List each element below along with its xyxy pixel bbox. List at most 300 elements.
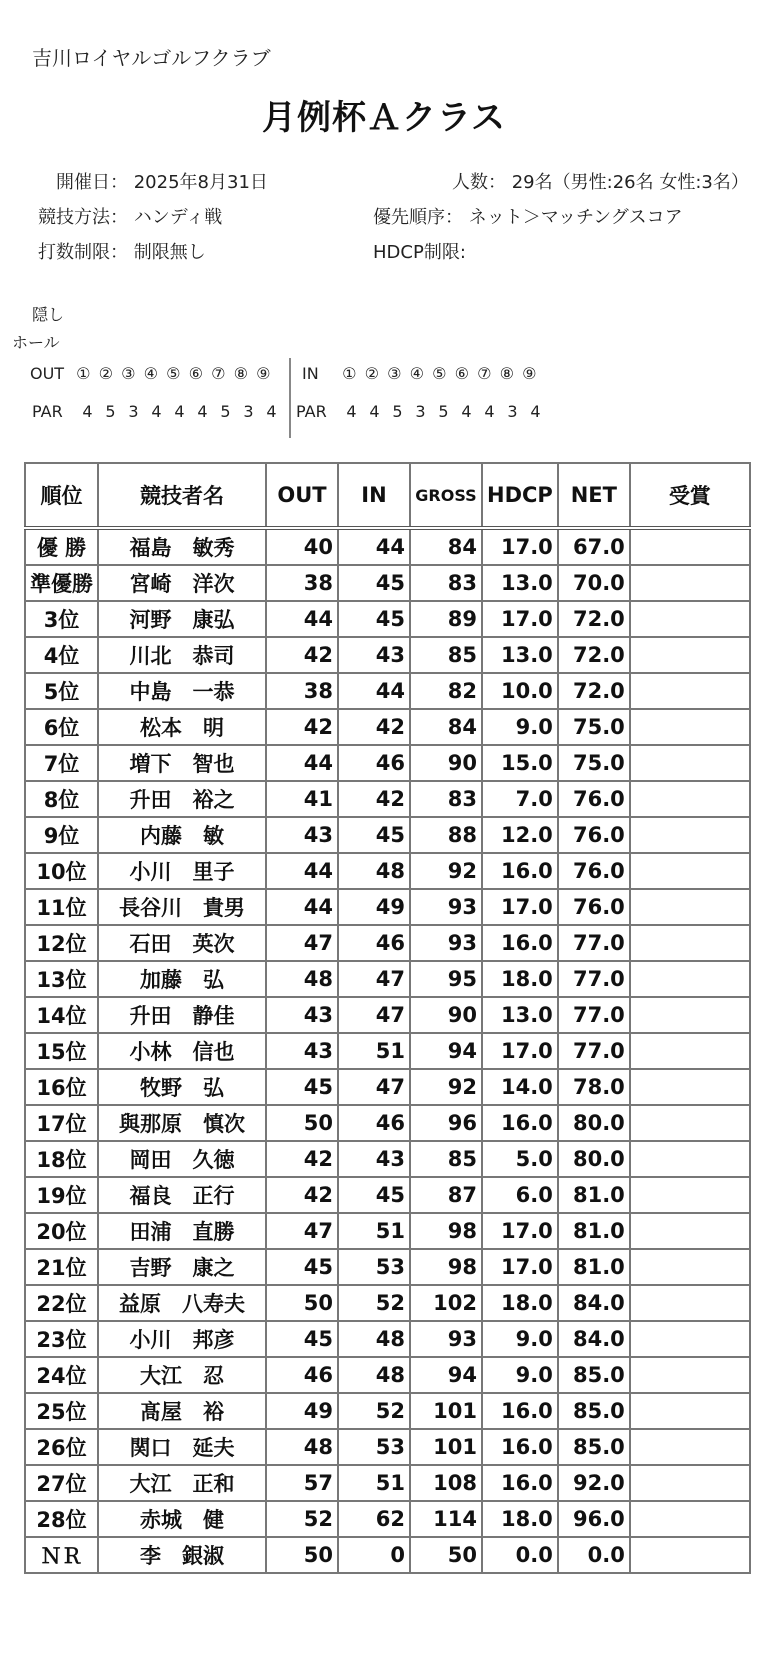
net-score-cell: 70.0 [558,565,630,601]
in-score-cell: 53 [338,1429,410,1465]
hole-par: 4 [530,402,541,421]
in-score-cell: 46 [338,745,410,781]
priority-label: 優先順序： [373,207,463,228]
gross-score-cell: 83 [410,565,482,601]
hdcp-cell: 18.0 [482,961,558,997]
rank-cell: 準優勝 [25,565,98,601]
net-score-cell: 85.0 [558,1357,630,1393]
hdcp-cell: 9.0 [482,709,558,745]
priority-value: ネット＞マッチングスコア [468,207,683,228]
rank-cell: 17位 [25,1105,98,1141]
hdcp-cell: 0.0 [482,1537,558,1573]
hole-number: ⑤ [166,364,181,383]
gross-score-cell: 90 [410,997,482,1033]
table-row [25,1537,750,1573]
net-score-cell: 76.0 [558,853,630,889]
player-name-cell: 長谷川 貴男 [98,889,266,925]
hole-number: ⑥ [188,364,203,383]
net-score-cell: 80.0 [558,1105,630,1141]
hole-par: 5 [438,402,449,421]
table-row [25,925,750,961]
table-row [25,997,750,1033]
hole-par: 4 [266,402,277,421]
player-name-cell: 松本 明 [98,709,266,745]
header-hdcp: HDCP [482,463,558,528]
net-score-cell: 85.0 [558,1429,630,1465]
in-score-cell: 62 [338,1501,410,1537]
header-award: 受賞 [630,463,750,528]
net-score-cell: 75.0 [558,745,630,781]
out-score-cell: 48 [266,1429,338,1465]
hdcp-cell: 16.0 [482,925,558,961]
rank-cell: 23位 [25,1321,98,1357]
in-score-cell: 46 [338,925,410,961]
method-label: 競技方法： [38,207,128,228]
rank-cell: 5位 [25,673,98,709]
table-row [25,1285,750,1321]
hole-par: 4 [346,402,357,421]
player-name-cell: 田浦 直勝 [98,1213,266,1249]
out-hole-numbers [72,364,275,383]
hdcp-cell: 16.0 [482,1465,558,1501]
player-name-cell: 内藤 敏 [98,817,266,853]
hdcp-cell: 13.0 [482,565,558,601]
net-score-cell: 81.0 [558,1249,630,1285]
gross-score-cell: 93 [410,925,482,961]
player-name-cell: 増下 智也 [98,745,266,781]
in-label: IN [302,364,319,383]
in-score-cell: 47 [338,961,410,997]
gross-score-cell: 114 [410,1501,482,1537]
table-row [25,528,750,565]
table-body [25,528,750,1573]
net-score-cell: 75.0 [558,709,630,745]
award-cell [630,925,750,961]
hdcp-limit-label: HDCP制限: [373,242,466,263]
table-row [25,1141,750,1177]
hdcp-cell: 17.0 [482,1033,558,1069]
gross-score-cell: 98 [410,1249,482,1285]
hole-number: ② [364,364,379,383]
header-gross: GROSS [410,463,482,528]
in-score-cell: 42 [338,709,410,745]
award-cell [630,1249,750,1285]
out-score-cell: 38 [266,673,338,709]
player-name-cell: 小川 里子 [98,853,266,889]
gross-score-cell: 101 [410,1429,482,1465]
in-score-cell: 44 [338,528,410,565]
method-value: ハンディ戦 [133,207,223,228]
hdcp-cell: 16.0 [482,1393,558,1429]
gross-score-cell: 90 [410,745,482,781]
count-label: 人数： [452,172,506,193]
table-row [25,817,750,853]
gross-score-cell: 95 [410,961,482,997]
net-score-cell: 78.0 [558,1069,630,1105]
header-rank: 順位 [25,463,98,528]
player-name-cell: 升田 静佳 [98,997,266,1033]
method-row [38,203,222,229]
hole-number: ④ [409,364,424,383]
player-name-cell: 髙屋 裕 [98,1393,266,1429]
in-score-cell: 43 [338,637,410,673]
table-row [25,889,750,925]
out-score-cell: 43 [266,817,338,853]
in-score-cell: 53 [338,1249,410,1285]
date-value: 2025年8月31日 [133,172,268,193]
rank-cell: 26位 [25,1429,98,1465]
rank-cell: 7位 [25,745,98,781]
hole-par: 5 [105,402,116,421]
award-cell [630,781,750,817]
hdcp-cell: 17.0 [482,528,558,565]
award-cell [630,817,750,853]
rank-cell: 優 勝 [25,528,98,565]
hole-number: ⑤ [432,364,447,383]
hole-number: ⑧ [499,364,514,383]
award-cell [630,709,750,745]
in-score-cell: 45 [338,1177,410,1213]
hole-par: 4 [197,402,208,421]
table-row [25,1321,750,1357]
out-score-cell: 50 [266,1285,338,1321]
hole-par: 4 [174,402,185,421]
table-row [25,1429,750,1465]
award-cell [630,1321,750,1357]
award-cell [630,1285,750,1321]
out-score-cell: 52 [266,1501,338,1537]
rank-cell: ＮＲ [25,1537,98,1573]
in-score-cell: 48 [338,853,410,889]
player-name-cell: 小林 信也 [98,1033,266,1069]
award-cell [630,1429,750,1465]
out-score-cell: 42 [266,1141,338,1177]
hdcp-cell: 13.0 [482,997,558,1033]
hdcp-cell: 5.0 [482,1141,558,1177]
hidden-holes-label: 隠し [32,305,65,324]
hdcp-cell: 14.0 [482,1069,558,1105]
award-cell [630,1177,750,1213]
table-row [25,1069,750,1105]
hole-par: 4 [484,402,495,421]
rank-cell: 8位 [25,781,98,817]
net-score-cell: 84.0 [558,1321,630,1357]
header-net: NET [558,463,630,528]
award-cell [630,1213,750,1249]
out-label: OUT [30,364,65,383]
rank-cell: 13位 [25,961,98,997]
table-row [25,1177,750,1213]
hole-par: 3 [243,402,254,421]
in-score-cell: 48 [338,1321,410,1357]
player-name-cell: 中島 一恭 [98,673,266,709]
out-score-cell: 45 [266,1321,338,1357]
hole-par: 4 [151,402,162,421]
table-row [25,1249,750,1285]
out-score-cell: 40 [266,528,338,565]
gross-score-cell: 92 [410,1069,482,1105]
hdcp-cell: 16.0 [482,853,558,889]
rank-cell: 15位 [25,1033,98,1069]
out-score-cell: 46 [266,1357,338,1393]
hdcp-cell: 17.0 [482,1213,558,1249]
rank-cell: 20位 [25,1213,98,1249]
in-score-cell: 0 [338,1537,410,1573]
in-par-values [340,402,547,421]
net-score-cell: 77.0 [558,961,630,997]
limit-value: 制限無し [133,242,206,263]
award-cell [630,1537,750,1573]
in-score-cell: 51 [338,1213,410,1249]
net-score-cell: 0.0 [558,1537,630,1573]
table-row [25,961,750,997]
net-score-cell: 84.0 [558,1285,630,1321]
player-name-cell: 牧野 弘 [98,1069,266,1105]
table-row [25,637,750,673]
table-row [25,565,750,601]
gross-score-cell: 108 [410,1465,482,1501]
out-score-cell: 38 [266,565,338,601]
award-cell [630,637,750,673]
hdcp-cell: 15.0 [482,745,558,781]
player-name-cell: 福島 敏秀 [98,528,266,565]
gross-score-cell: 102 [410,1285,482,1321]
out-score-cell: 41 [266,781,338,817]
net-score-cell: 67.0 [558,528,630,565]
award-cell [630,528,750,565]
net-score-cell: 77.0 [558,925,630,961]
player-name-cell: 岡田 久徳 [98,1141,266,1177]
player-name-cell: 石田 英次 [98,925,266,961]
award-cell [630,673,750,709]
priority-row [373,203,683,229]
gross-score-cell: 83 [410,781,482,817]
rank-cell: 4位 [25,637,98,673]
out-score-cell: 45 [266,1249,338,1285]
net-score-cell: 77.0 [558,1033,630,1069]
award-cell [630,1105,750,1141]
table-row [25,709,750,745]
award-cell [630,745,750,781]
gross-score-cell: 88 [410,817,482,853]
rank-cell: 19位 [25,1177,98,1213]
table-header-row [25,463,750,528]
in-score-cell: 46 [338,1105,410,1141]
in-score-cell: 51 [338,1465,410,1501]
in-score-cell: 51 [338,1033,410,1069]
rank-cell: 10位 [25,853,98,889]
hdcp-cell: 17.0 [482,889,558,925]
gross-score-cell: 87 [410,1177,482,1213]
out-score-cell: 44 [266,889,338,925]
hole-par: 4 [82,402,93,421]
award-cell [630,601,750,637]
hdcp-cell: 9.0 [482,1321,558,1357]
club-name: 吉川ロイヤルゴルフクラブ [32,46,271,70]
rank-cell: 11位 [25,889,98,925]
hdcp-cell: 9.0 [482,1357,558,1393]
hole-number: ⑦ [211,364,226,383]
hdcp-cell: 13.0 [482,637,558,673]
out-score-cell: 42 [266,637,338,673]
hdcp-limit-row [373,238,466,264]
in-score-cell: 43 [338,1141,410,1177]
out-score-cell: 43 [266,997,338,1033]
net-score-cell: 76.0 [558,781,630,817]
out-score-cell: 57 [266,1465,338,1501]
out-score-cell: 42 [266,709,338,745]
rank-cell: 14位 [25,997,98,1033]
out-score-cell: 45 [266,1069,338,1105]
limit-row [38,238,206,264]
out-score-cell: 49 [266,1393,338,1429]
hdcp-cell: 10.0 [482,673,558,709]
hidden-holes-label-2: ホール [12,333,60,352]
player-name-cell: 関口 延夫 [98,1429,266,1465]
in-score-cell: 52 [338,1393,410,1429]
award-cell [630,1141,750,1177]
hole-par: 3 [128,402,139,421]
award-cell [630,889,750,925]
player-name-cell: 與那原 慎次 [98,1105,266,1141]
table-row [25,1213,750,1249]
rank-cell: 9位 [25,817,98,853]
hole-par: 4 [369,402,380,421]
gross-score-cell: 84 [410,528,482,565]
hole-par: 3 [507,402,518,421]
out-score-cell: 42 [266,1177,338,1213]
net-score-cell: 80.0 [558,1141,630,1177]
out-score-cell: 44 [266,601,338,637]
in-par-row [296,402,547,421]
rank-cell: 27位 [25,1465,98,1501]
in-score-cell: 49 [338,889,410,925]
count-row [420,168,749,194]
gross-score-cell: 93 [410,889,482,925]
award-cell [630,853,750,889]
hole-number: ④ [143,364,158,383]
table-row [25,601,750,637]
award-cell [630,997,750,1033]
award-cell [630,1465,750,1501]
results-table [24,462,751,1574]
table-row [25,1465,750,1501]
par-label-in: PAR [296,402,327,421]
gross-score-cell: 50 [410,1537,482,1573]
rank-cell: 28位 [25,1501,98,1537]
par-label: PAR [32,402,63,421]
award-cell [630,1393,750,1429]
gross-score-cell: 89 [410,601,482,637]
date-row [56,168,268,194]
table-row [25,1357,750,1393]
in-score-cell: 48 [338,1357,410,1393]
in-score-cell: 52 [338,1285,410,1321]
hole-par: 4 [461,402,472,421]
gross-score-cell: 96 [410,1105,482,1141]
out-score-cell: 44 [266,745,338,781]
hole-number: ② [98,364,113,383]
out-score-cell: 47 [266,1213,338,1249]
net-score-cell: 77.0 [558,997,630,1033]
net-score-cell: 92.0 [558,1465,630,1501]
player-name-cell: 福良 正行 [98,1177,266,1213]
player-name-cell: 宮崎 洋次 [98,565,266,601]
hole-number: ③ [387,364,402,383]
hole-number: ⑥ [454,364,469,383]
award-cell [630,961,750,997]
in-score-cell: 45 [338,817,410,853]
out-par-values [76,402,283,421]
header-out: OUT [266,463,338,528]
hdcp-cell: 7.0 [482,781,558,817]
table-row [25,1033,750,1069]
header-name: 競技者名 [98,463,266,528]
hole-number: ⑨ [522,364,537,383]
player-name-cell: 吉野 康之 [98,1249,266,1285]
hdcp-cell: 12.0 [482,817,558,853]
net-score-cell: 81.0 [558,1177,630,1213]
hdcp-cell: 17.0 [482,601,558,637]
in-score-cell: 47 [338,1069,410,1105]
header-in: IN [338,463,410,528]
award-cell [630,565,750,601]
player-name-cell: 李 銀淑 [98,1537,266,1573]
gross-score-cell: 93 [410,1321,482,1357]
player-name-cell: 大江 忍 [98,1357,266,1393]
net-score-cell: 72.0 [558,637,630,673]
award-cell [630,1069,750,1105]
table-row [25,781,750,817]
out-score-cell: 48 [266,961,338,997]
rank-cell: 25位 [25,1393,98,1429]
in-score-cell: 45 [338,601,410,637]
hdcp-cell: 18.0 [482,1285,558,1321]
hdcp-cell: 6.0 [482,1177,558,1213]
gross-score-cell: 92 [410,853,482,889]
player-name-cell: 小川 邦彦 [98,1321,266,1357]
hole-par: 5 [392,402,403,421]
rank-cell: 16位 [25,1069,98,1105]
award-cell [630,1033,750,1069]
hdcp-cell: 16.0 [482,1429,558,1465]
gross-score-cell: 84 [410,709,482,745]
award-cell [630,1501,750,1537]
player-name-cell: 益原 八寿夫 [98,1285,266,1321]
net-score-cell: 76.0 [558,889,630,925]
net-score-cell: 81.0 [558,1213,630,1249]
in-score-cell: 42 [338,781,410,817]
out-score-cell: 44 [266,853,338,889]
in-score-cell: 45 [338,565,410,601]
table-row [25,673,750,709]
rank-cell: 3位 [25,601,98,637]
hole-par: 5 [220,402,231,421]
hole-number: ③ [121,364,136,383]
net-score-cell: 85.0 [558,1393,630,1429]
gross-score-cell: 94 [410,1357,482,1393]
gross-score-cell: 98 [410,1213,482,1249]
in-holes-row [302,364,541,383]
net-score-cell: 72.0 [558,673,630,709]
gross-score-cell: 85 [410,637,482,673]
count-value: 29名（男性:26名 女性:3名） [511,172,749,193]
rank-cell: 22位 [25,1285,98,1321]
net-score-cell: 96.0 [558,1501,630,1537]
gross-score-cell: 82 [410,673,482,709]
in-score-cell: 44 [338,673,410,709]
page-title: 月例杯Ａクラス [262,98,506,138]
